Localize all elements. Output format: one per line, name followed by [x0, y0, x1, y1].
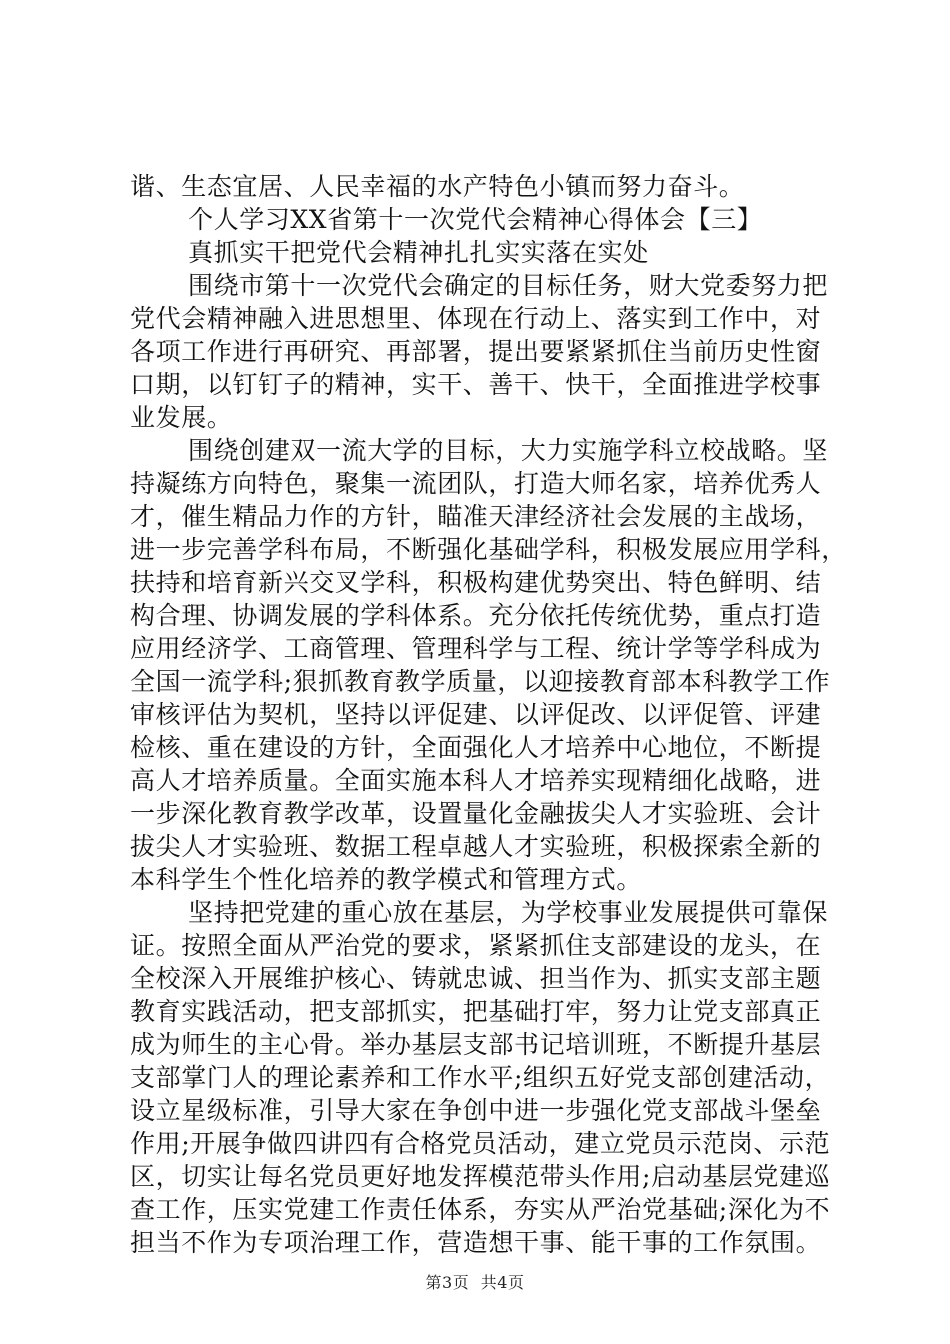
paragraph-1-line-4: 口期，以钉钉子的精神，实干、善干、快干，全面推进学校事: [130, 370, 822, 399]
paragraph-3-line-11: 担当不作为专项治理工作，营造想干事、能干事的工作氛围。: [130, 1228, 822, 1257]
paragraph-2-line-14: 本科学生个性化培养的教学模式和管理方式。: [130, 865, 643, 894]
paragraph-2-line-5: 扶持和培育新兴交叉学科，积极构建优势突出、特色鲜明、结: [130, 568, 822, 597]
section-heading: 个人学习XX省第十一次党代会精神心得体会【三】: [188, 205, 763, 234]
paragraph-2-line-11: 高人才培养质量。全面实施本科人才培养实现精细化战略，进: [130, 766, 822, 795]
paragraph-2-line-8: 全国一流学科;狠抓教育教学质量，以迎接教育部本科教学工作: [130, 667, 831, 696]
paragraph-2-line-13: 拔尖人才实验班、数据工程卓越人才实验班，积极探索全新的: [130, 832, 822, 861]
paragraph-3-line-10: 查工作，压实党建工作责任体系，夯实从严治党基础;深化为不: [130, 1195, 831, 1224]
paragraph-3-line-3: 全校深入开展维护核心、铸就忠诚、担当作为、抓实支部主题: [130, 964, 822, 993]
page-total: 共4页: [480, 1273, 525, 1292]
paragraph-3-line-8: 作用;开展争做四讲四有合格党员活动，建立党员示范岗、示范: [130, 1129, 831, 1158]
page-number: 第3页: [425, 1273, 470, 1292]
paragraph-3-line-2: 证。按照全面从严治党的要求，紧紧抓住支部建设的龙头，在: [130, 931, 822, 960]
paragraph-1-line-2: 党代会精神融入进思想里、体现在行动上、落实到工作中，对: [130, 304, 822, 333]
paragraph-2-line-7: 应用经济学、工商管理、管理科学与工程、统计学等学科成为: [130, 634, 822, 663]
document-body: [130, 170, 847, 1259]
paragraph-2-line-1: 围绕创建双一流大学的目标，大力实施学科立校战略。坚: [188, 436, 829, 465]
page-footer: [0, 1270, 950, 1293]
text-line-1: 谐、生态宜居、人民幸福的水产特色小镇而努力奋斗。: [130, 172, 745, 201]
paragraph-3-line-1: 坚持把党建的重心放在基层，为学校事业发展提供可靠保: [188, 898, 829, 927]
paragraph-2-line-6: 构合理、协调发展的学科体系。充分依托传统优势，重点打造: [130, 601, 822, 630]
paragraph-3-line-5: 成为师生的主心骨。举办基层支部书记培训班，不断提升基层: [130, 1030, 822, 1059]
paragraph-2-line-12: 一步深化教育教学改革，设置量化金融拔尖人才实验班、会计: [130, 799, 822, 828]
paragraph-3-line-9: 区，切实让每名党员更好地发挥模范带头作用;启动基层党建巡: [130, 1162, 831, 1191]
paragraph-3-line-4: 教育实践活动，把支部抓实，把基础打牢，努力让党支部真正: [130, 997, 822, 1026]
paragraph-2-line-4: 进一步完善学科布局，不断强化基础学科，积极发展应用学科，: [130, 535, 847, 564]
paragraph-2-line-10: 检核、重在建设的方针，全面强化人才培养中心地位，不断提: [130, 733, 822, 762]
paragraph-1-line-1: 围绕市第十一次党代会确定的目标任务，财大党委努力把: [188, 271, 829, 300]
paragraph-3-line-7: 设立星级标准，引导大家在争创中进一步强化党支部战斗堡垒: [130, 1096, 822, 1125]
paragraph-1-line-3: 各项工作进行再研究、再部署，提出要紧紧抓住当前历史性窗: [130, 337, 822, 366]
paragraph-3-line-6: 支部掌门人的理论素养和工作水平;组织五好党支部创建活动，: [130, 1063, 831, 1092]
paragraph-2-line-3: 才，催生精品力作的方针，瞄准天津经济社会发展的主战场，: [130, 502, 822, 531]
paragraph-2-line-9: 审核评估为契机，坚持以评促建、以评促改、以评促管、评建: [130, 700, 822, 729]
paragraph-1-line-5: 业发展。: [130, 403, 233, 432]
paragraph-2-line-2: 持凝练方向特色，聚集一流团队，打造大师名家，培养优秀人: [130, 469, 822, 498]
article-title: 真抓实干把党代会精神扎扎实实落在实处: [188, 238, 649, 267]
